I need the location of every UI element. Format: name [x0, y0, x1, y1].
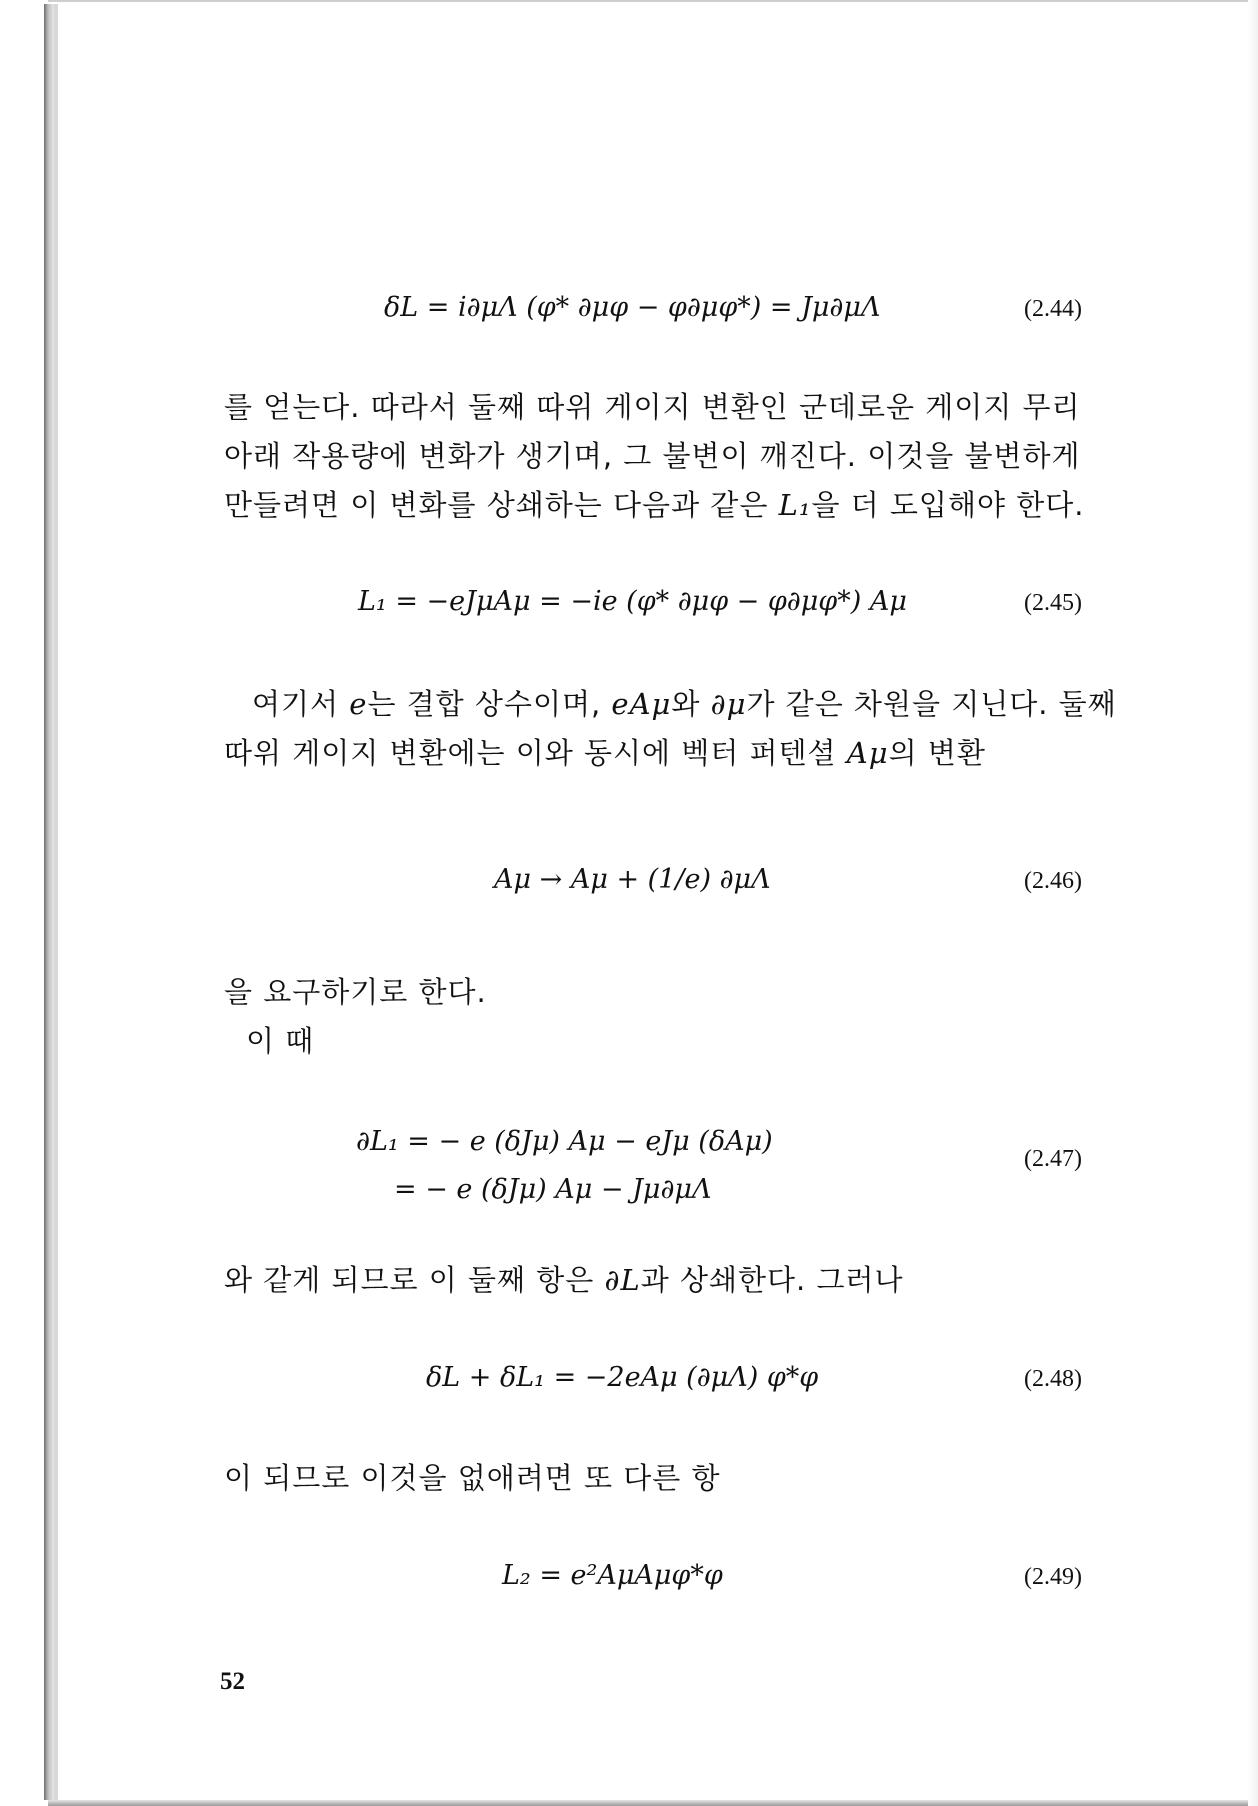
- page-bottom-edge: [48, 1800, 1248, 1806]
- paragraph-4-text-a: 와 같게 되므로 이 둘째 항은: [224, 1263, 605, 1297]
- paragraph-1-line-3-text-b: 을 더 도입해야 한다.: [811, 488, 1085, 522]
- paragraph-2-line-1: [224, 680, 1117, 729]
- paragraph-5: [224, 1454, 1094, 1503]
- math-symbol-A: Aμ: [846, 736, 889, 770]
- equation-number-2-49: (2.49): [1024, 1564, 1082, 1590]
- paragraph-2-text-e: 따위 게이지 변환에는 이와 동시에 벡터 퍼텐셜: [224, 736, 847, 770]
- equation-2-46: [494, 864, 771, 895]
- equation-2-47: [356, 1118, 773, 1214]
- math-symbol-partial: ∂μ: [710, 687, 747, 721]
- equation-2-48: [426, 1362, 818, 1393]
- paragraph-2-text-d: 가 같은 차원을 지닌다. 둘째: [746, 687, 1117, 721]
- equation-number-2-46: (2.46): [1024, 868, 1082, 894]
- paragraph-4-line-1: [224, 1256, 1094, 1305]
- page-right-edge: [1248, 0, 1258, 1806]
- equation-number-2-45: (2.45): [1024, 590, 1082, 616]
- math-symbol-dL: ∂L: [604, 1263, 641, 1297]
- math-symbol-e: e: [349, 687, 368, 721]
- paragraph-3-line-1: 을 요구하기로 한다.: [224, 975, 487, 1009]
- math-symbol-l1: L₁: [778, 488, 812, 522]
- page-top-edge: [48, 0, 1248, 2]
- page-number: 52: [220, 1668, 245, 1695]
- paragraph-2-text-a: 여기서: [252, 687, 350, 721]
- paragraph-3-line-2: 이 때: [246, 1024, 315, 1058]
- paragraph-3: [224, 968, 1094, 1066]
- paragraph-4: [224, 1256, 1094, 1305]
- paragraph-1-line-3: [224, 481, 1094, 530]
- paragraph-4-text-b: 과 상쇄한다. 그러나: [640, 1263, 904, 1297]
- equation-2-44-expr: δL = i∂μΛ (φ* ∂μφ − φ∂μφ*) = Jμ∂μΛ: [384, 292, 881, 323]
- paragraph-2-text-f: 의 변환: [888, 736, 986, 770]
- page-edge: [54, 4, 58, 1800]
- paragraph-1: [224, 383, 1094, 530]
- paragraph-1-line-1: 를 얻는다. 따라서 둘째 따위 게이지 변환인 군데로운 게이지 무리: [224, 390, 1081, 424]
- equation-2-48-expr: δL + δL₁ = −2eAμ (∂μΛ) φ*φ: [426, 1362, 819, 1393]
- math-symbol-eA: eAμ: [611, 687, 672, 721]
- equation-2-46-expr: Aμ → Aμ + (1/e) ∂μΛ: [494, 864, 771, 895]
- equation-number-2-47: (2.47): [1024, 1146, 1082, 1172]
- equation-number-2-44: (2.44): [1024, 296, 1082, 322]
- book-spine-shadow: [44, 4, 54, 1800]
- paragraph-2-text-b: 는 결합 상수이며,: [367, 687, 612, 721]
- equation-number-2-48: (2.48): [1024, 1366, 1082, 1392]
- equation-2-49: [502, 1560, 723, 1591]
- equation-2-47-line-2: = − e (δJμ) Aμ − Jμ∂μΛ: [394, 1174, 712, 1205]
- paragraph-2: [224, 680, 1117, 778]
- paragraph-1-line-3-text-a: 만들려면 이 변화를 상쇄하는 다음과 같은: [224, 488, 779, 522]
- paragraph-1-line-2: 아래 작용량에 변화가 생기며, 그 불변이 깨진다. 이것을 불변하게: [224, 439, 1081, 473]
- paragraph-2-line-2: [224, 729, 1094, 778]
- equation-2-47-line-1: ∂L₁ = − e (δJμ) Aμ − eJμ (δAμ): [356, 1126, 773, 1157]
- equation-2-45-expr: L₁ = −eJμAμ = −ie (φ* ∂μφ − φ∂μφ*) Aμ: [358, 586, 907, 617]
- paragraph-5-line-1: 이 되므로 이것을 없애려면 또 다른 항: [224, 1461, 721, 1495]
- equation-2-49-expr: L₂ = e²AμAμφ*φ: [502, 1560, 723, 1591]
- equation-2-44: [384, 292, 880, 323]
- equation-2-45: [358, 586, 907, 617]
- paragraph-2-text-c: 와: [671, 687, 711, 721]
